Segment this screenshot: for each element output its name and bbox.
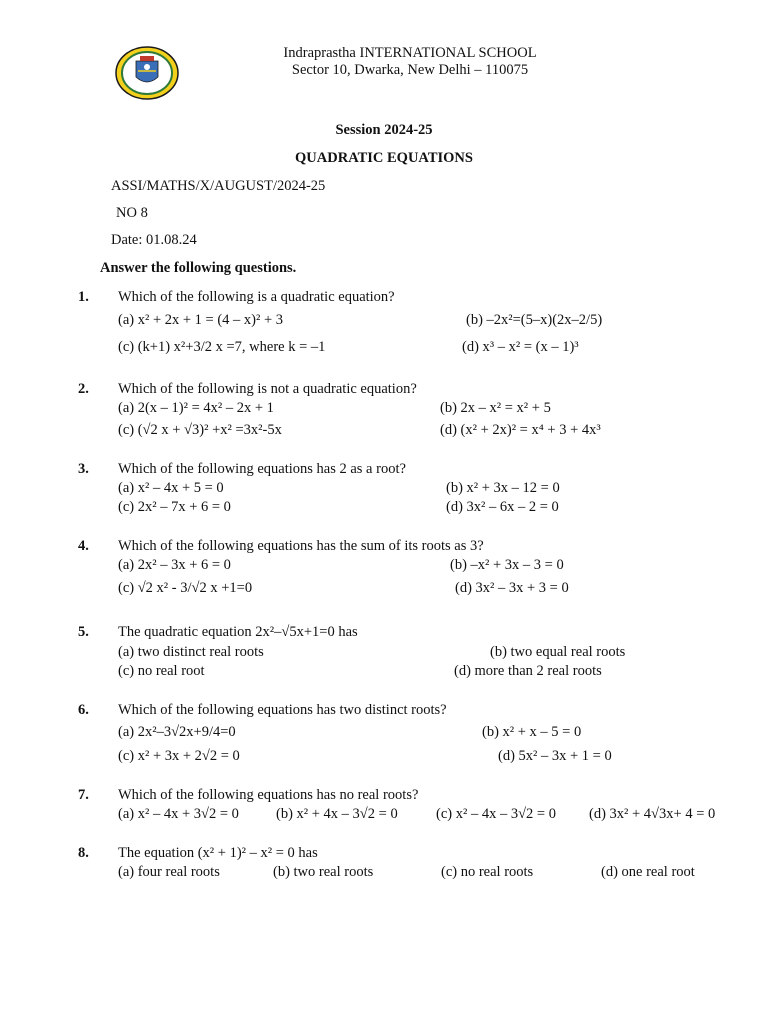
option-d: (d) 3x² – 3x + 3 = 0 (455, 580, 569, 596)
option-a: (a) 2(x – 1)² = 4x² – 2x + 1 (118, 400, 274, 416)
session-label: Session 2024-25 (335, 122, 433, 138)
question-number: 1. (78, 289, 89, 305)
assignment-number: NO 8 (116, 205, 148, 221)
assignment-date: Date: 01.08.24 (111, 232, 197, 248)
option-c: (c) (√2 x + √3)² +x² =3x²-5x (118, 422, 282, 438)
option-b: (b) two equal real roots (490, 644, 626, 660)
question-text: Which of the following equations has no real roots? (118, 787, 419, 803)
school-name: Indraprastha INTERNATIONAL SCHOOL (283, 45, 537, 61)
question-text: The equation (x² + 1)² – x² = 0 has (118, 845, 318, 861)
option-d: (d) 3x² – 6x – 2 = 0 (446, 499, 559, 515)
option-c: (c) x² + 3x + 2√2 = 0 (118, 748, 240, 764)
option-d: (d) 3x² + 4√3x+ 4 = 0 (589, 806, 716, 822)
option-c: (c) 2x² – 7x + 6 = 0 (118, 499, 231, 515)
assignment-ref: ASSI/MATHS/X/AUGUST/2024-25 (111, 178, 326, 194)
question-text: The quadratic equation 2x²–√5x+1=0 has (118, 624, 358, 640)
option-b: (b) 2x – x² = x² + 5 (440, 400, 551, 416)
question-text: Which of the following equations has two distinct roots? (118, 702, 447, 718)
option-b: (b) x² + 4x – 3√2 = 0 (276, 806, 398, 822)
option-a: (a) x² + 2x + 1 = (4 – x)² + 3 (118, 312, 284, 328)
option-c: (c) (k+1) x²+3/2 x =7, where k = –1 (118, 339, 326, 355)
school-address: Sector 10, Dwarka, New Delhi – 110075 (291, 62, 529, 78)
option-b: (b) –2x²=(5–x)(2x–2/5) (466, 312, 603, 328)
option-b: (b) –x² + 3x – 3 = 0 (450, 557, 564, 573)
option-d: (d) 5x² – 3x + 1 = 0 (498, 748, 612, 764)
option-d: (d) (x² + 2x)² = x⁴ + 3 + 4x³ (440, 422, 601, 438)
question-number: 7. (78, 787, 89, 803)
option-b: (b) x² + x – 5 = 0 (482, 724, 582, 740)
option-a: (a) four real roots (118, 864, 220, 880)
topic-title: QUADRATIC EQUATIONS (295, 150, 473, 166)
option-d: (d) x³ – x² = (x – 1)³ (462, 339, 579, 355)
option-c: (c) no real roots (441, 864, 534, 880)
instruction: Answer the following questions. (100, 260, 297, 276)
question-text: Which of the following is a quadratic equation? (118, 289, 395, 305)
question-text: Which of the following is not a quadratic equation? (118, 381, 417, 397)
option-c: (c) no real root (118, 663, 205, 679)
question-number: 3. (78, 461, 89, 477)
question-number: 5. (78, 624, 89, 640)
school-logo (114, 45, 180, 101)
option-d: (d) one real root (601, 864, 695, 880)
option-a: (a) x² – 4x + 5 = 0 (118, 480, 224, 496)
question-number: 4. (78, 538, 89, 554)
question-number: 6. (78, 702, 89, 718)
question-text: Which of the following equations has the sum of its roots as 3? (118, 538, 484, 554)
option-a: (a) 2x²–3√2x+9/4=0 (118, 724, 236, 740)
option-a: (a) two distinct real roots (118, 644, 264, 660)
option-a: (a) 2x² – 3x + 6 = 0 (118, 557, 231, 573)
option-b: (b) x² + 3x – 12 = 0 (446, 480, 560, 496)
option-b: (b) two real roots (273, 864, 374, 880)
option-a: (a) x² – 4x + 3√2 = 0 (118, 806, 239, 822)
question-number: 2. (78, 381, 89, 397)
question-text: Which of the following equations has 2 as a root? (118, 461, 406, 477)
option-c: (c) √2 x² - 3/√2 x +1=0 (118, 580, 253, 596)
option-d: (d) more than 2 real roots (454, 663, 602, 679)
question-number: 8. (78, 845, 89, 861)
option-c: (c) x² – 4x – 3√2 = 0 (436, 806, 556, 822)
